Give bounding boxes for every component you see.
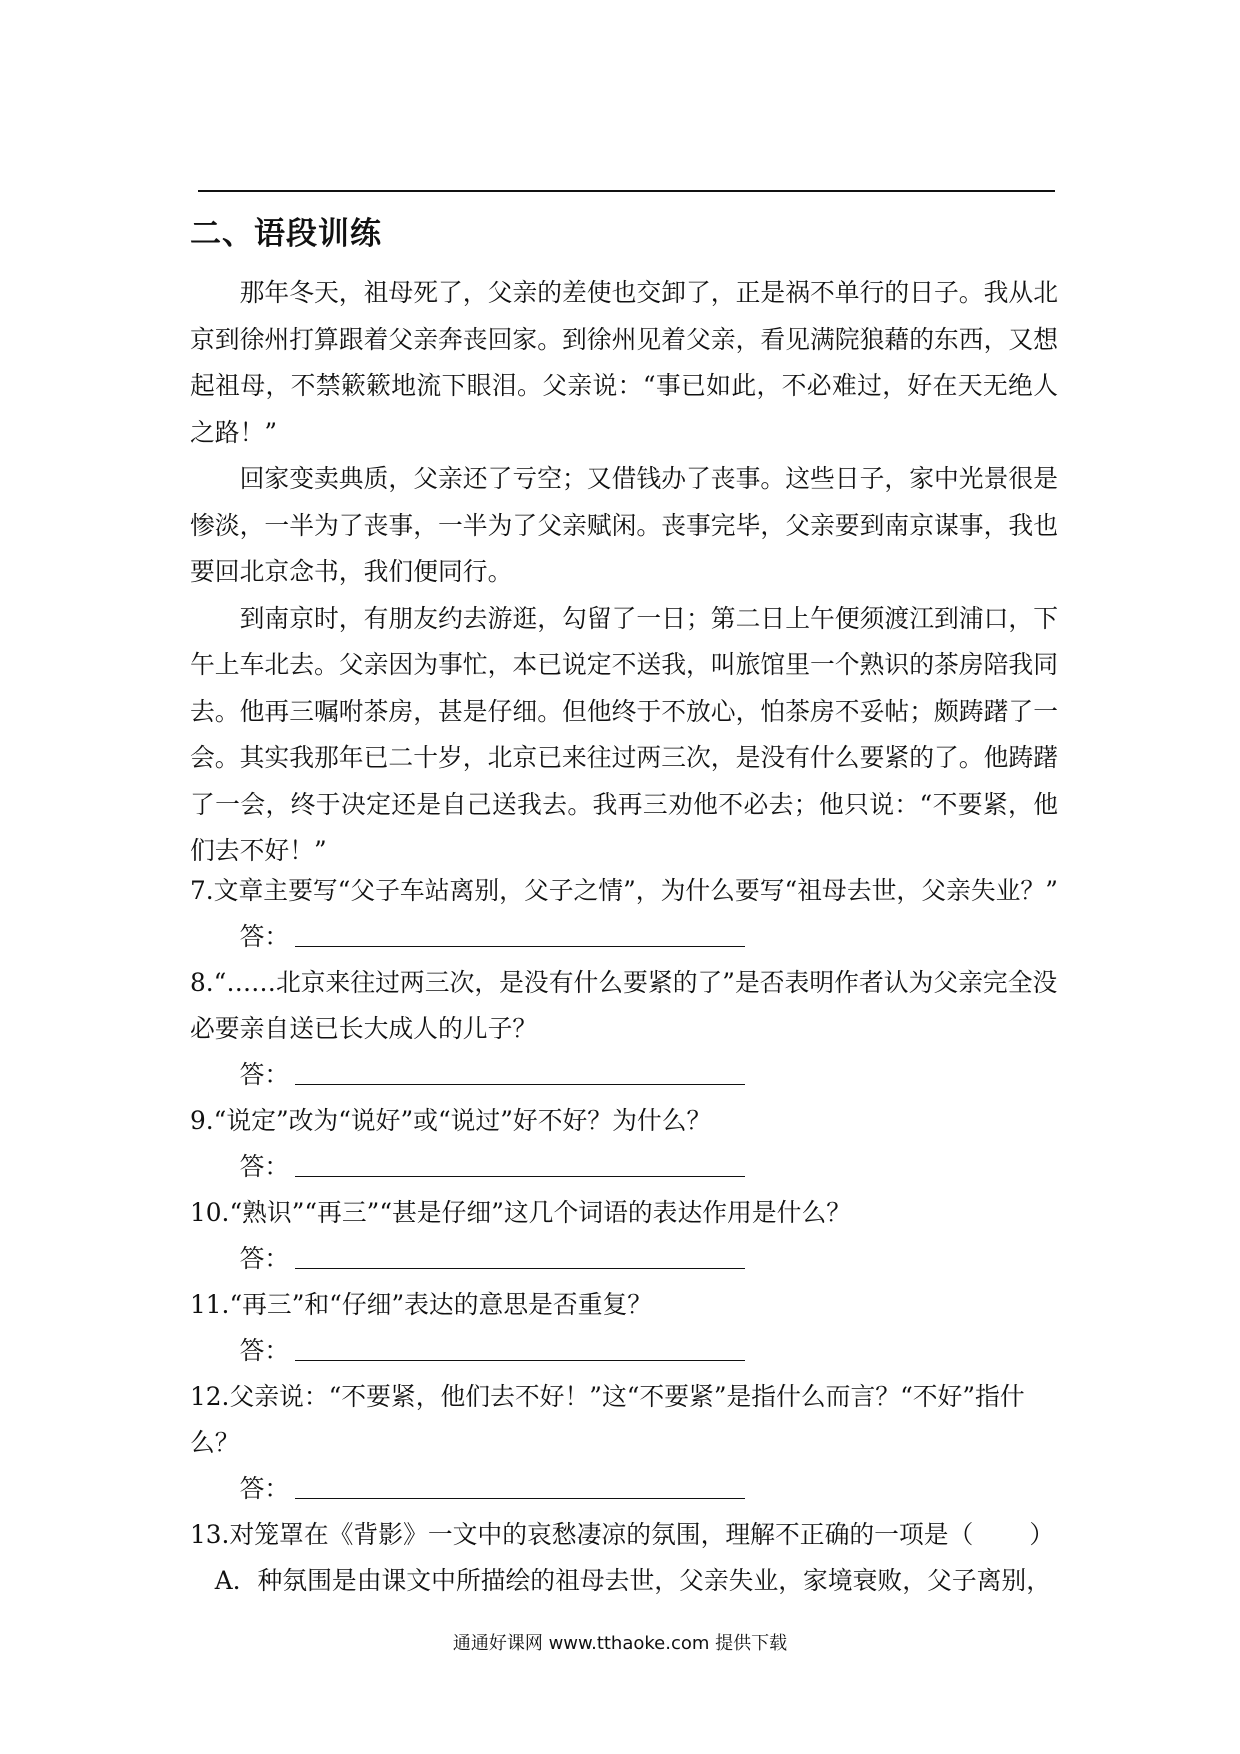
answer-label: 答：: [239, 1152, 290, 1181]
answer-line: [240, 1236, 1058, 1282]
question-number: 7.: [190, 876, 214, 905]
passage-paragraph-3: 到南京时，有朋友约去游逛，勾留了一日；第二日上午便须渡江到浦口，下午上车北去。父亲因为事忙，本已说定不送我，叫旅馆里一个熟识的茶房陪我同去。他再三嘱咐茶房，甚是仔细。但他终于不放心，怕茶房不妥帖；颇踌躇了一会。其实我那年已二十岁，北京已来往过两三次，是没有什么要紧的了。他踌躇了一会，终于决定还是自己送我去。我再三劝他不必去；他只说：“不要紧，他们去不好！”: [190, 603, 1058, 865]
answer-blank[interactable]: [295, 1176, 745, 1177]
choice-a[interactable]: A．种氛围是由课文中所描绘的祖母去世，父亲失业，家境衰败，父子离别，: [214, 1566, 1052, 1595]
question-text: 7.文章主要写“父子车站离别，父子之情”，为什么要写“祖母去世，父亲失业？”: [190, 876, 1058, 905]
answer-blank[interactable]: [295, 1084, 745, 1085]
reading-passage: [190, 270, 1058, 875]
question-text: 13.对笼罩在《背影》一文中的哀愁凄凉的氛围，理解不正确的一项是（ ）: [190, 1520, 1055, 1549]
question-text: 9.“说定”改为“说好”或“说过”好不好？为什么？: [190, 1106, 712, 1135]
question-text: 12.父亲说：“不要紧，他们去不好！”这“不要紧”是指什么而言？“不好”指什么？: [190, 1382, 1025, 1457]
answer-label: 答：: [239, 1336, 290, 1365]
question-11: [190, 1282, 1058, 1374]
question-8: [190, 960, 1058, 1098]
question-number: 9.: [190, 1106, 214, 1135]
answer-line: [240, 1052, 1058, 1098]
passage-paragraph-2: 回家变卖典质，父亲还了亏空；又借钱办了丧事。这些日子，家中光景很是惨淡，一半为了丧事，一半为了父亲赋闲。丧事完毕，父亲要到南京谋事，我也要回北京念书，我们便同行。: [190, 464, 1058, 586]
question-12: [190, 1374, 1058, 1512]
answer-blank[interactable]: [295, 1268, 745, 1269]
answer-blank[interactable]: [295, 1360, 745, 1361]
question-list: [190, 868, 1058, 1604]
question-number: 12.: [190, 1382, 230, 1411]
question-number: 13.: [190, 1520, 230, 1549]
answer-line: [240, 1466, 1058, 1512]
question-text: 10.“熟识”“再三”“甚是仔细”这几个词语的表达作用是什么？: [190, 1198, 852, 1227]
question-10: [190, 1190, 1058, 1282]
question-7: [190, 868, 1058, 960]
question-number: 10.: [190, 1198, 230, 1227]
question-13: [190, 1512, 1058, 1604]
answer-line: [240, 914, 1058, 960]
question-text: 8.“……北京来往过两三次，是没有什么要紧的了”是否表明作者认为父亲完全没必要亲自送已长大成人的儿子？: [190, 968, 1058, 1043]
answer-label: 答：: [239, 1474, 290, 1503]
section-title: 二、语段训练: [190, 216, 382, 252]
answer-line: [240, 1328, 1058, 1374]
question-9: [190, 1098, 1058, 1190]
answer-label: 答：: [239, 922, 290, 951]
answer-label: 答：: [239, 1244, 290, 1273]
question-text: 11.“再三”和“仔细”表达的意思是否重复？: [190, 1290, 653, 1319]
answer-blank[interactable]: [295, 1498, 745, 1499]
answer-blank[interactable]: [295, 946, 745, 947]
answer-label: 答：: [239, 1060, 290, 1089]
header-rule: [198, 190, 1055, 192]
footer-download-notice: 通通好课网 www.tthaoke.com 提供下载: [452, 1633, 788, 1654]
passage-paragraph-1: 那年冬天，祖母死了，父亲的差使也交卸了，正是祸不单行的日子。我从北京到徐州打算跟着父亲奔丧回家。到徐州见着父亲，看见满院狼藉的东西，又想起祖母，不禁簌簌地流下眼泪。父亲说：“事已如此，不必难过，好在天无绝人之路！”: [190, 278, 1058, 447]
question-number: 8.: [190, 968, 214, 997]
answer-line: [240, 1144, 1058, 1190]
question-number: 11.: [190, 1290, 230, 1319]
